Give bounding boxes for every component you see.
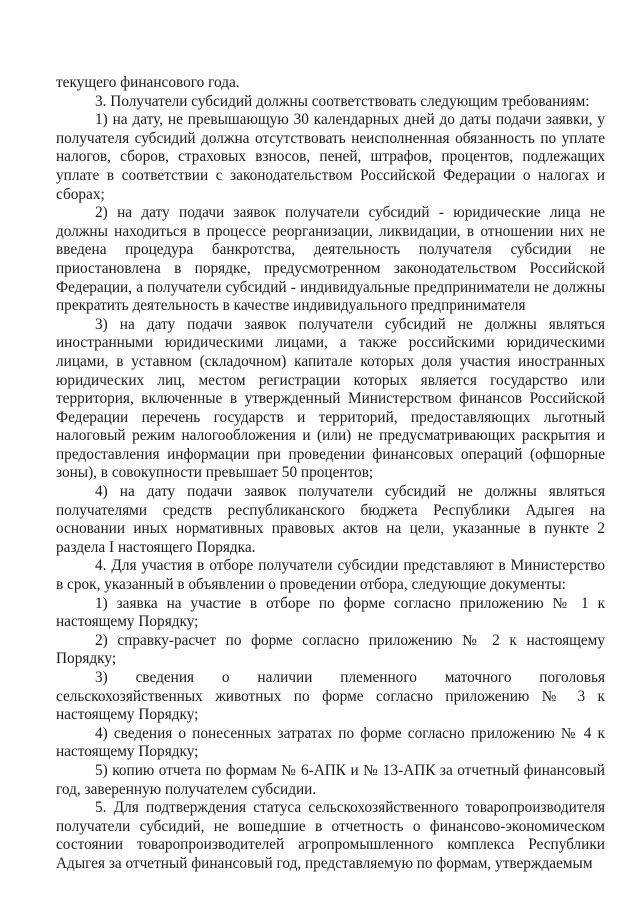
paragraph-3-item-2: 2) на дату подачи заявок получатели субсидий - юридические лица не должны находиться в процессе реорганизации, ликвидации, в отношении них не введена процедура банкротства, деятельность получателя субсидии не приостановлена в порядке, предусмотренном законодательством Российской Федерации, а получатели субсидий - индивидуальные предприниматели не должны прекратить деятельность в качестве индивидуального предпринимателя — [56, 204, 605, 315]
paragraph-section-5: 5. Для подтверждения статуса сельскохозяйственного товаропроизводителя получатели субсидий, не вошедшие в отчетность о финансово-экономическом состоянии товаропроизводителей агропромышленного комплекса Республики Адыгея за отчетный финансовый год, представляемую по формам, утверждаемым — [56, 799, 605, 872]
paragraph-3-item-3: 3) на дату подачи заявок получатели субсидий не должны являться иностранными юридическими лицами, а также российскими юридическими лицами, в уставном (складочном) капитале которых доля участия иностранных юридических лиц, местом регистрации которых является государство или территория, включенные в утвержденный Министерством финансов Российской Федерации перечень государств и территорий, предоставляющих льготный налоговый режим налогообложения и (или) не предусматривающих раскрытия и предоставления информации при проведении финансовых операций (офшорные зоны), в совокупности превышает 50 процентов; — [56, 315, 605, 482]
paragraph-4-item-2: 2) справку-расчет по форме согласно приложению № 2 к настоящему Порядку; — [56, 631, 605, 668]
paragraph-3-item-1: 1) на дату, не превышающую 30 календарных дней до даты подачи заявки, у получателя субсидий должна отсутствовать неисполненная обязанность по уплате налогов, сборов, страховых взносов, пеней, штрафов, процентов, подлежащих уплате в соответствии с законодательством Российской Федерации о налогах и сборах; — [56, 111, 605, 203]
paragraph-section-3: 3. Получатели субсидий должны соответствовать следующим требованиям: — [95, 92, 590, 110]
paragraph-4-item-5: 5) копию отчета по формам № 6-АПК и № 13-АПК за отчетный финансовый год, заверенную получателем субсидии. — [56, 761, 605, 798]
paragraph-continuation: текущего финансового года. — [56, 74, 240, 91]
paragraph-3-item-4: 4) на дату подачи заявок получатели субсидий не должны являться получателями средств республиканского бюджета Республики Адыгея на основании иных нормативных правовых актов на цели, указанные в пункте 2 раздела I настоящего Порядка. — [56, 483, 605, 556]
paragraph-4-item-4: 4) сведения о понесенных затратах по форме согласно приложению № 4 к настоящему Порядку; — [56, 724, 605, 761]
paragraph-4-item-1: 1) заявка на участие в отборе по форме согласно приложению № 1 к настоящему Порядку; — [56, 594, 605, 631]
paragraph-section-4: 4. Для участия в отборе получатели субсидии представляют в Министерство в срок, указанный в объявлении о проведении отбора, следующие документы: — [56, 557, 605, 594]
paragraph-4-item-3: 3) сведения о наличии племенного маточного поголовья сельскохозяйственных животных по форме согласно приложению № 3 к настоящему Порядку; — [56, 669, 605, 724]
document-page — [56, 74, 605, 894]
